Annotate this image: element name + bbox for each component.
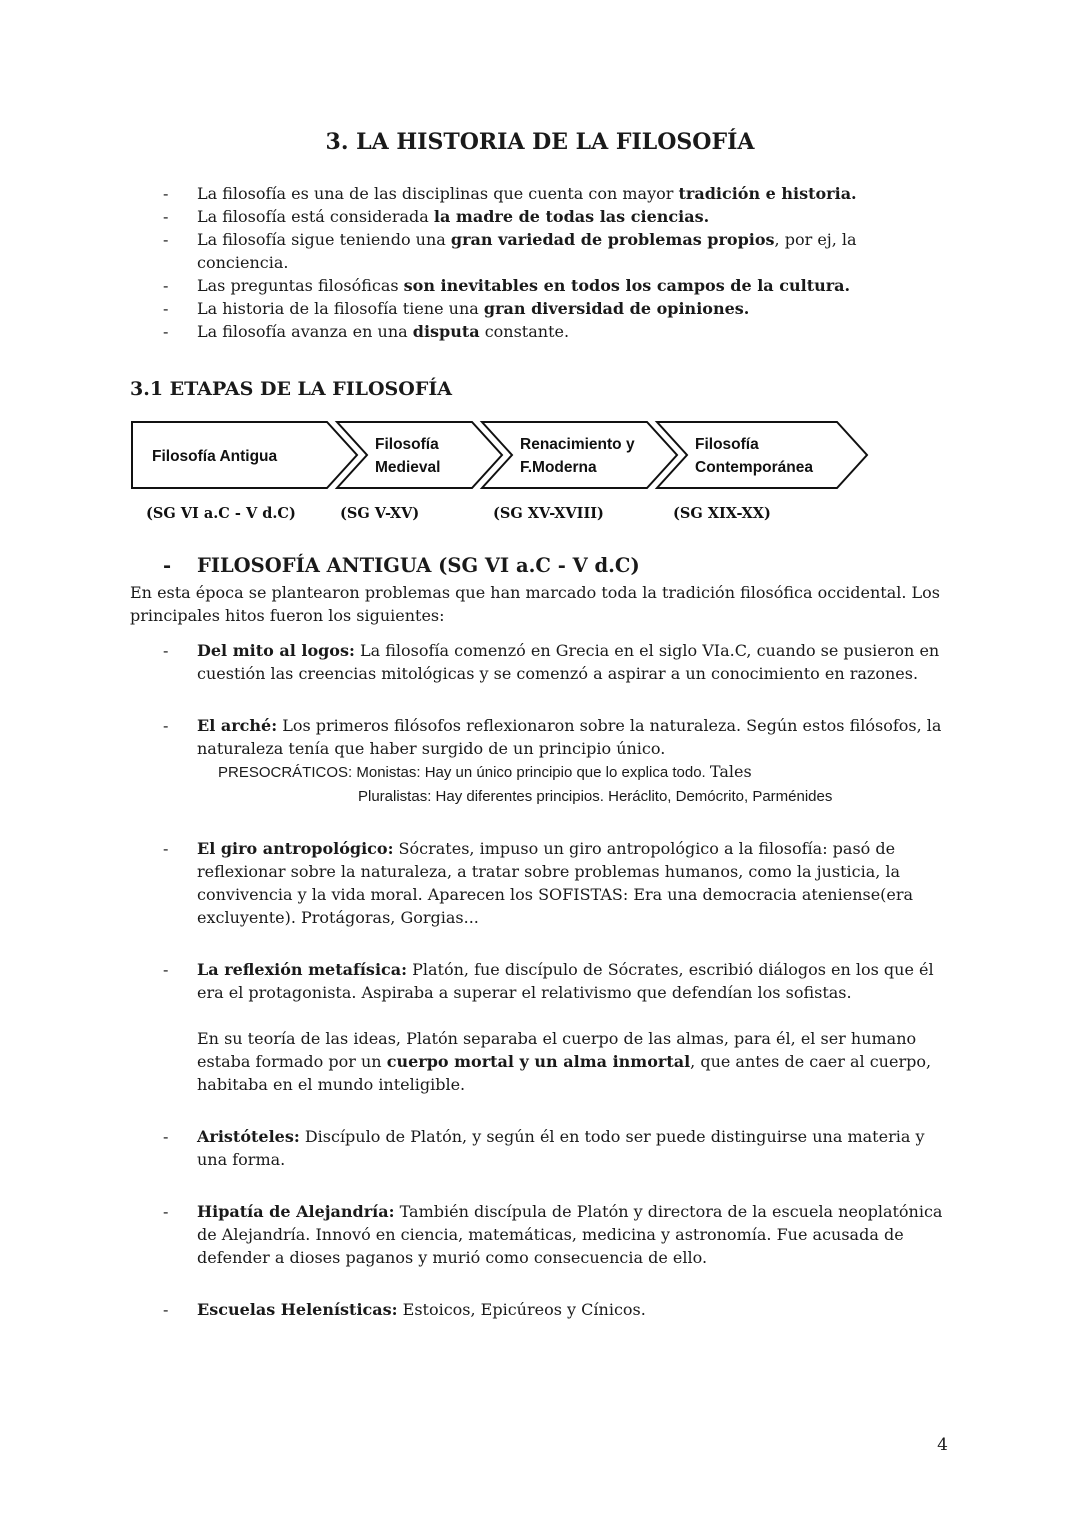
bullet-dash: - [163,716,169,735]
item-text: Platón, fue discípulo de Sócrates, escribió diálogos en los que él era el protagonista. Aspiraba a superar el relativismo que defendían los sofistas. [197,960,934,1002]
timeline-stage-2-label-line2: Medieval [375,459,441,476]
intro-bullet-list [130,182,950,343]
item-text: Sócrates, impuso un giro antropológico a la filosofía: pasó de reflexionar sobre la naturaleza, a tratar sobre problemas humanos, como la justicia, la convivencia y la vida moral. Aparecen los SOFISTAS: Era una democracia ateniense(era excluyente). Protágoras, Gorgias... [197,839,914,927]
bullet-text: La historia de la filosofía tiene una gran diversidad de opiniones. [197,299,750,318]
timeline-stage-4-label-line2: Contemporánea [695,459,813,476]
timeline-stage-4-period: (SG XIX-XX) [673,505,771,522]
list-item [130,274,950,297]
bullet-text: La filosofía es una de las disciplinas que cuenta con mayor tradición e historia. [197,184,857,203]
list-item [130,297,950,320]
list-item [130,182,950,205]
list-item [130,205,950,228]
list-item [130,1200,950,1269]
subsection-heading: FILOSOFÍA ANTIGUA (SG VI a.C - V d.C) [197,554,640,577]
list-item [130,714,950,808]
item-label: El arché: [197,716,278,735]
page-title: 3. LA HISTORIA DE LA FILOSOFÍA [325,129,755,155]
item-label: Escuelas Helenísticas: [197,1300,398,1319]
bullet-dash: - [163,1202,169,1221]
bullet-text: La filosofía está considerada la madre de todas las ciencias. [197,207,710,226]
section-heading: 3.1 ETAPAS DE LA FILOSOFÍA [130,378,452,400]
presocraticos-pluralistas-line: Pluralistas: Hay diferentes principios. Heráclito, Demócrito, Parménides [358,788,833,805]
bullet-text: Las preguntas filosóficas son inevitables en todos los campos de la cultura. [197,276,851,295]
list-item [130,1125,950,1171]
timeline-stage-1-period: (SG VI a.C - V d.C) [146,505,296,522]
timeline-stage-4-shape [657,422,867,488]
list-item [130,837,950,929]
timeline-stage-1-label: Filosofía Antigua [152,448,278,465]
list-item [130,639,950,685]
bullet-dash: - [163,184,169,203]
timeline-stage-2-shape [337,422,502,488]
bullet-dash: - [163,960,169,979]
bullet-dash: - [163,839,169,858]
item-text: Discípulo de Platón, y según él en todo ser puede distinguirse una materia y una forma. [197,1127,925,1169]
timeline-stage-3-label-line1: Renacimiento y [520,436,635,453]
item-label: Hipatía de Alejandría: [197,1202,395,1221]
list-item [130,1298,950,1321]
item-text: Los primeros filósofos reflexionaron sobre la naturaleza. Según estos filósofos, la naturaleza tenía que haber surgido de un principio único. [197,716,942,758]
list-item [130,228,950,274]
subsection-heading-row [130,552,950,579]
item-text: Estoicos, Epicúreos y Cínicos. [397,1300,646,1319]
bullet-dash: - [163,322,169,341]
bullet-dash: - [163,230,169,249]
item-text: La filosofía comenzó en Grecia en el siglo VIa.C, cuando se pusieron en cuestión las creencias mitológicas y se comenzó a aspirar a un conocimiento en razones. [197,641,940,683]
item-text: También discípula de Platón y directora de la escuela neoplatónica de Alejandría. Innovó en ciencia, matemáticas, medicina y astronomía. Fue acusada de defender a dioses paganos y murió como consecuencia de ello. [197,1202,943,1267]
bullet-dash: - [163,276,169,295]
timeline-stage-2-period: (SG V-XV) [340,505,420,522]
bullet-text: La filosofía sigue teniendo una gran variedad de problemas propios, por ej, la conciencia. [197,230,857,272]
bullet-dash: - [163,554,172,577]
list-item [130,958,950,1096]
bullet-dash: - [163,1127,169,1146]
bullet-dash: - [163,299,169,318]
item-label: La reflexión metafísica: [197,960,408,979]
item-label: Aristóteles: [197,1127,300,1146]
bullet-dash: - [163,207,169,226]
timeline-stage-3-shape [482,422,677,488]
item-label: El giro antropológico: [197,839,394,858]
subsection-intro: En esta época se plantearon problemas que han marcado toda la tradición filosófica occidental. Los principales hitos fueron los siguientes: [130,583,941,625]
bullet-dash: - [163,1300,169,1319]
page-number: 4 [937,1435,948,1455]
timeline-stage-4-label-line1: Filosofía [695,436,759,453]
list-item [130,320,950,343]
bullet-text: La filosofía avanza en una disputa constante. [197,322,570,341]
timeline-stage-2-label-line1: Filosofía [375,436,439,453]
timeline-stage-3-period: (SG XV-XVIII) [493,505,604,522]
timeline-diagram [130,420,870,524]
item-second-paragraph: En su teoría de las ideas, Platón separaba el cuerpo de las almas, para él, el ser humano estaba formado por un cuerpo mortal y un alma inmortal, que antes de caer al cuerpo, habitaba en el mundo inteligible. [197,1029,932,1094]
antigua-item-list [130,639,950,1321]
bullet-dash: - [163,641,169,660]
item-label: Del mito al logos: [197,641,355,660]
timeline-stage-3-label-line2: F.Moderna [520,459,597,476]
presocraticos-monistas-line: PRESOCRÁTICOS: Monistas: Hay un único principio que lo explica todo. Tales [218,762,752,781]
